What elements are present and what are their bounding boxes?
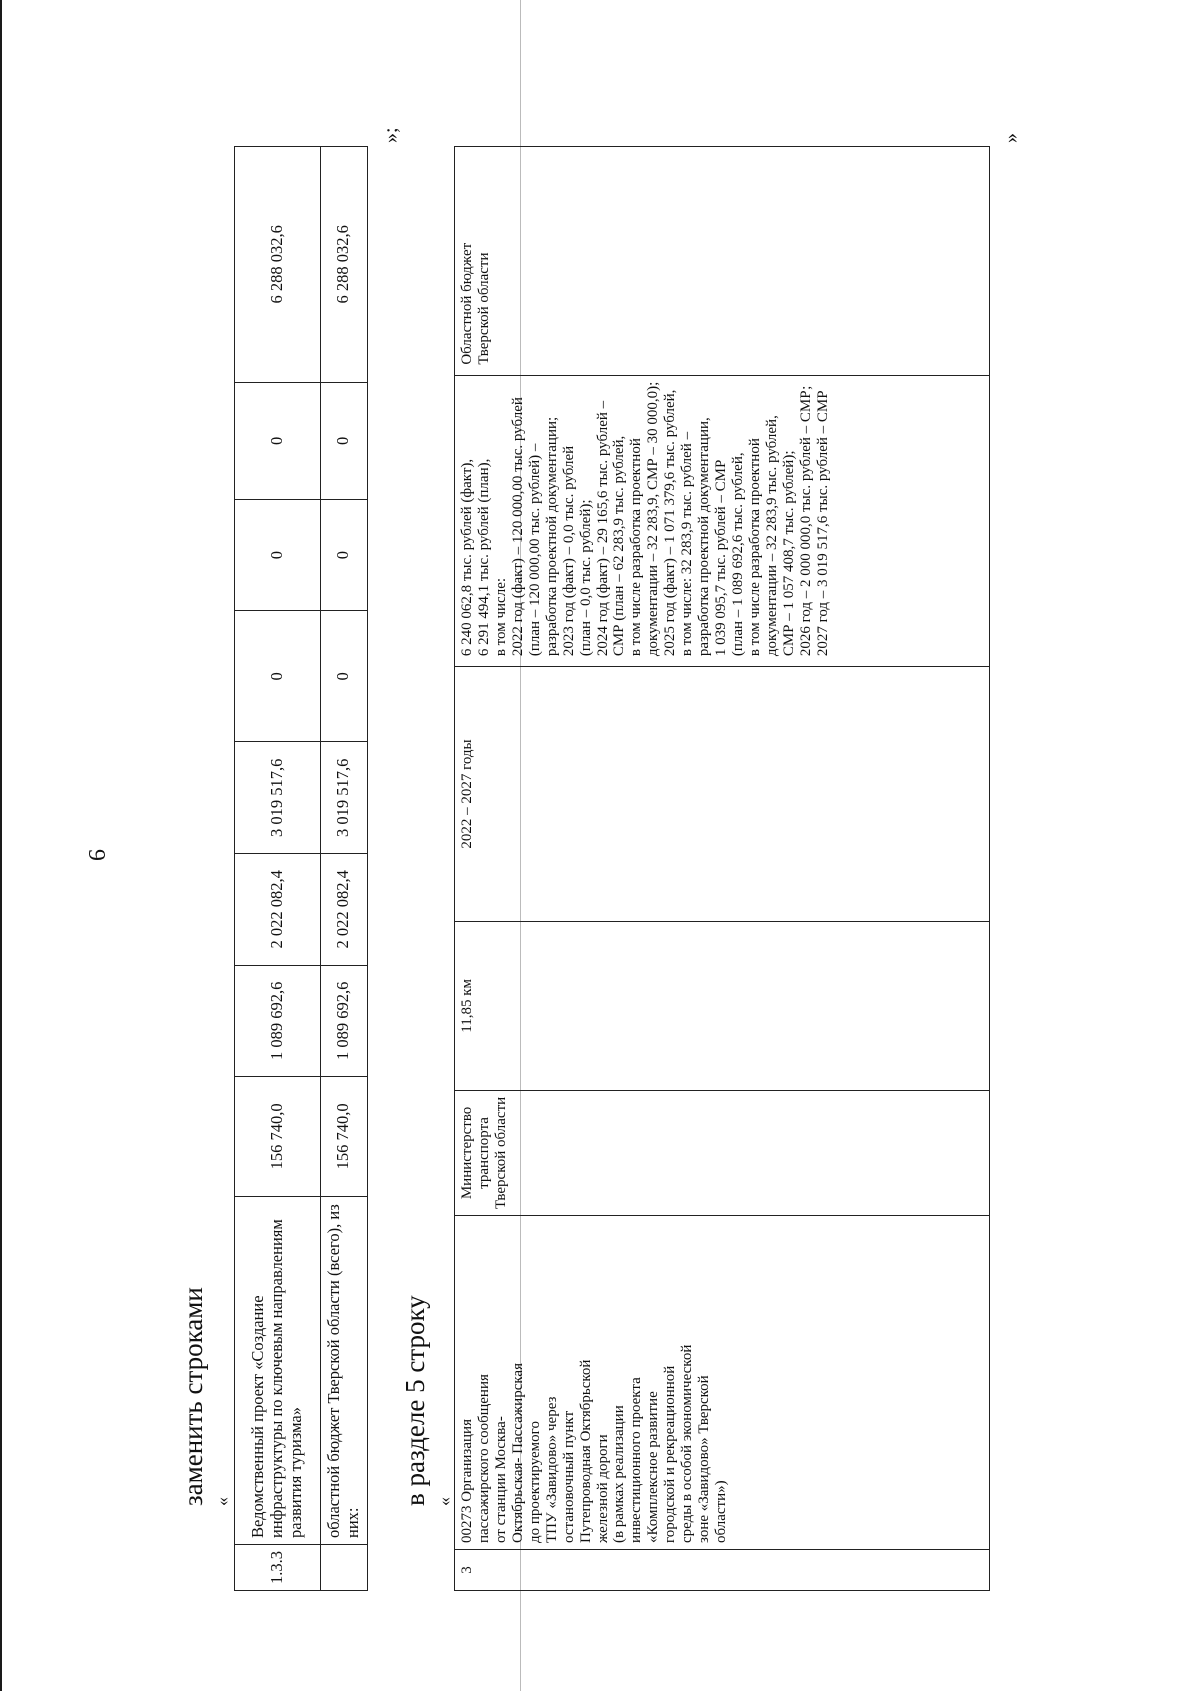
- project-name-line: «Комплексное развитие: [645, 1391, 662, 1544]
- value-cell: 2 022 082,4: [321, 854, 368, 966]
- project-name-cell: [455, 1216, 990, 1550]
- table-row: [455, 147, 990, 1591]
- project-name-line: Октябрьская- Пассажирская: [509, 1363, 526, 1544]
- value-cell: 0: [235, 499, 321, 610]
- project-name-line: ТПУ «Завидово» через: [543, 1396, 560, 1544]
- closing-quote: »: [1000, 133, 1022, 143]
- opening-quote: «: [212, 1497, 232, 1506]
- budget-table: [234, 146, 368, 1591]
- cost-line: 6 240 062,8 тыс. рублей (факт),: [459, 458, 475, 657]
- value-cell: 3 019 517,6: [321, 742, 368, 854]
- cost-line: 6 291 494,1 тыс. рублей (план),: [475, 458, 492, 657]
- value-cell: 0: [235, 611, 321, 742]
- intro-replace-text: заменить строками: [178, 1287, 208, 1506]
- value-cell: 2 022 082,4: [235, 854, 321, 966]
- closing-quote: »;: [380, 127, 402, 143]
- project-name-line: Путепроводная Октябрьской: [577, 1359, 594, 1544]
- project-name-line: остановочный пункт: [560, 1410, 577, 1544]
- opening-quote: «: [434, 1497, 454, 1506]
- project-name-line: пассажирского сообщения: [475, 1374, 492, 1544]
- row-number: [321, 1545, 368, 1591]
- length-cell: 11,85 км: [455, 921, 990, 1090]
- cost-line: документации – 32 283,9, СМР – 30 000,0);: [645, 381, 662, 657]
- value-cell: 156 740,0: [235, 1077, 321, 1196]
- page-number: 9: [83, 849, 109, 861]
- value-cell: 3 019 517,6: [235, 742, 321, 854]
- project-name-line: инвестиционного проекта: [628, 1377, 645, 1544]
- value-cell: 0: [321, 611, 368, 742]
- value-cell: 0: [321, 382, 368, 499]
- value-cell: 0: [235, 382, 321, 499]
- cost-line: 2022 год (факт) – 120 000,00 тыс. рублей: [509, 397, 526, 657]
- cost-line: СМР (план – 62 283,9 тыс. рублей,: [611, 435, 628, 657]
- cost-cell: [455, 375, 990, 667]
- value-cell: 156 740,0: [321, 1077, 368, 1196]
- budget-source-name: областной бюджет Тверской области (всего), из них:: [321, 1196, 368, 1544]
- project-name: Ведомственный проект «Создание инфраструктуры по ключевым направлениям развития туризма»: [235, 1196, 321, 1544]
- cost-line: в том числе разработка проектной: [628, 438, 645, 657]
- project-name-line: городской и рекреационной: [662, 1365, 679, 1544]
- executor-line: Тверской области: [492, 1096, 509, 1210]
- project-name-line: области»): [713, 1480, 730, 1544]
- executor-line: транспорта: [475, 1117, 492, 1189]
- value-cell: 1 089 692,6: [235, 965, 321, 1077]
- cost-line: разработка проектной документации,: [696, 417, 713, 657]
- funding-source-cell: [455, 147, 990, 376]
- intro-section-text: в разделе 5 строку: [400, 1295, 430, 1506]
- project-name-line: железной дороги: [594, 1434, 611, 1544]
- table-row: [321, 147, 368, 1591]
- cost-line: в том числе разработка проектной: [746, 438, 763, 657]
- executor-line: Министерство: [459, 1106, 475, 1200]
- total-cell: 6 288 032,6: [321, 147, 368, 383]
- project-name-line: 00273 Организация: [459, 1419, 475, 1544]
- cost-line: 2024 год (факт) – 29 165,6 тыс. рублей –: [594, 400, 611, 657]
- executor-cell: [455, 1090, 990, 1215]
- cost-line: 2027 год – 3 019 517,6 тыс. рублей – СМР: [814, 390, 831, 657]
- total-cell: 6 288 032,6: [235, 147, 321, 383]
- cost-line: (план – 120 000,00 тыс. рублей) –: [526, 443, 543, 657]
- cost-line: 2023 год (факт) – 0,0 тыс. рублей: [560, 445, 577, 657]
- project-name-line: (в рамках реализации: [611, 1405, 628, 1544]
- row-number: 1.3.3: [235, 1545, 321, 1591]
- project-name-line: зоне «Завидово» Тверской: [696, 1375, 713, 1544]
- cost-line: 2026 год – 2 000 000,0 тыс. рублей – СМР;: [797, 385, 814, 657]
- cost-line: (план – 0,0 тыс. рублей);: [577, 499, 594, 657]
- value-cell: 1 089 692,6: [321, 965, 368, 1077]
- cost-line: документации – 32 283,9 тыс. рублей,: [763, 415, 780, 657]
- cost-line: (план – 1 089 692,6 тыс. рублей,: [730, 452, 746, 657]
- project-name-line: от станции Москва-: [492, 1416, 509, 1544]
- cost-line: в том числе:: [492, 577, 509, 657]
- row-number: 3: [455, 1550, 990, 1591]
- project-name-line: до проектируемого: [526, 1421, 543, 1544]
- project-name-line: среды в особой экономической: [679, 1344, 696, 1544]
- cost-line: 1 039 095,7 тыс. рублей – СМР: [713, 459, 730, 657]
- funding-source-line: Тверской области: [475, 252, 492, 365]
- project-table: [454, 146, 990, 1591]
- value-cell: 0: [321, 499, 368, 610]
- period-cell: 2022 – 2027 годы: [455, 667, 990, 922]
- cost-line: 2025 год (факт) – 1 071 379,6 тыс. рублей,: [662, 389, 679, 657]
- funding-source-line: Областной бюджет: [459, 242, 475, 365]
- table-row: [235, 147, 321, 1591]
- cost-line: в том числе: 32 283,9 тыс. рублей –: [679, 431, 696, 657]
- cost-line: разработка проектной документации;: [543, 416, 560, 657]
- cost-line: СМР – 1 057 408,7 тыс. рублей);: [780, 450, 797, 657]
